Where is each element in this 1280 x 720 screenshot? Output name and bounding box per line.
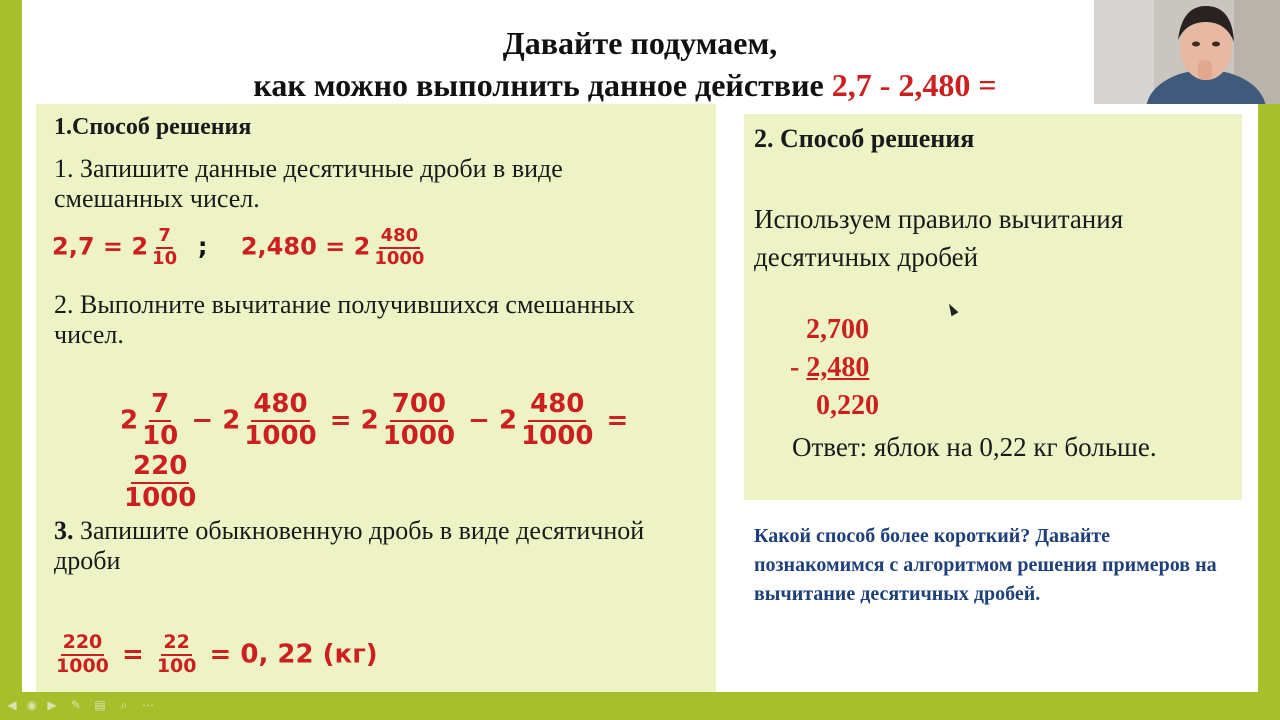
bottom-bar bbox=[0, 692, 1280, 720]
method1-step3: 3. Запишите обыкновенную дробь в виде десятичной дроби bbox=[54, 516, 645, 575]
method1-step1: 1. Запишите данные десятичные дроби в виде смешанных чисел. bbox=[54, 154, 563, 213]
column-result: 0,220 bbox=[816, 390, 879, 421]
question-text: Какой способ более короткий? Давайте познакомимся с алгоритмом решения примеров на вычитание десятичных дробей. bbox=[754, 525, 1217, 605]
method2-text: Используем правило вычитания десятичных дробей bbox=[754, 204, 1124, 272]
presenter-icon bbox=[1094, 0, 1280, 104]
method1-panel bbox=[36, 104, 716, 692]
title-line1: Давайте подумаем, bbox=[502, 25, 778, 61]
method2-heading: 2. Способ решения bbox=[754, 124, 975, 153]
pen-icon[interactable]: ✎ bbox=[70, 698, 82, 712]
webcam-video bbox=[1094, 0, 1280, 104]
play-icon[interactable]: ◉ bbox=[26, 698, 38, 712]
column-top: 2,700 bbox=[806, 314, 869, 345]
method1-heading: 1.Способ решения bbox=[54, 114, 252, 140]
slide-title bbox=[22, 22, 1258, 106]
prev-icon[interactable]: ◀ bbox=[7, 698, 17, 712]
method1-step2: 2. Выполните вычитание получившихся смешанных чисел. bbox=[54, 290, 635, 349]
method1-eq1: 2,7 = 2 $\frac{7}{10}$ ; 2,480 = 2 $\frac{480}{1000}$ bbox=[52, 225, 425, 269]
slides-icon[interactable]: ▤ bbox=[94, 698, 106, 712]
zoom-icon[interactable]: ⌕ bbox=[120, 698, 128, 712]
fraction: $\frac{7}{10}$ bbox=[152, 225, 178, 269]
title-line2: как можно выполнить данное действие 2,7 - 2,480 = bbox=[253, 67, 997, 103]
method1-eq3: $\frac{220}{1000}$ = $\frac{22}{100}$ = 0, 22 (кг) bbox=[56, 631, 378, 677]
title-expression: 2,7 - 2,480 = bbox=[831, 67, 997, 103]
method2-answer: Ответ: яблок на 0,22 кг больше. bbox=[792, 432, 1157, 462]
method2-panel bbox=[744, 114, 1242, 500]
more-icon[interactable]: ⋯ bbox=[142, 698, 154, 712]
column-subtrahend: - 2,480 bbox=[790, 352, 870, 383]
fraction: $\frac{480}{1000}$ bbox=[374, 225, 425, 269]
next-icon[interactable]: ▶ bbox=[47, 698, 57, 712]
method1-eq2: 2 $\frac{7}{10}$ − 2 $\frac{480}{1000}$ = 2 $\frac{700}{1000}$ − 2 $\frac{480}{1000}$ = $\frac{220}{1000}$ bbox=[120, 389, 629, 513]
slide bbox=[22, 0, 1258, 692]
